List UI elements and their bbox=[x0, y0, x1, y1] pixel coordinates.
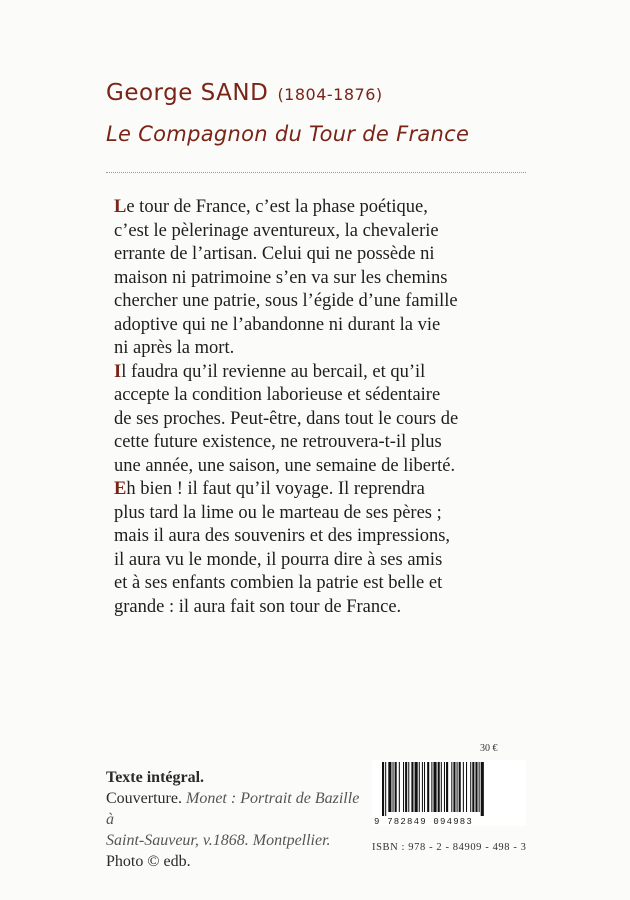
text-line: grande : il aura fait son tour de France. bbox=[114, 596, 402, 617]
author-line bbox=[106, 82, 546, 105]
text-line: ni après la mort. bbox=[114, 338, 235, 358]
text-line: une année, une saison, une semaine de liberté. bbox=[114, 455, 456, 476]
text-line: e tour de France, c’est la phase poétique, bbox=[126, 197, 428, 217]
credits bbox=[106, 767, 366, 872]
author-name: George SAND bbox=[106, 80, 269, 106]
summary-text bbox=[114, 196, 514, 619]
full-text-label: Texte intégral. bbox=[106, 769, 205, 786]
cover-label: Couverture. bbox=[106, 790, 182, 807]
text-line: de ses proches. Peut-être, dans tout le cours de bbox=[114, 408, 459, 429]
barcode bbox=[372, 760, 526, 826]
text-line: cette future existence, ne retrouvera-t-il plus bbox=[114, 432, 442, 452]
drop-cap: I bbox=[114, 361, 122, 382]
paragraph-1 bbox=[114, 196, 514, 361]
paragraph-3 bbox=[114, 478, 514, 619]
cover-credit-line-1 bbox=[106, 788, 366, 830]
text-line: accepte la condition laborieuse et sédentaire bbox=[114, 385, 441, 405]
price: 30 € bbox=[480, 743, 498, 754]
text-line: h bien ! il faut qu’il voyage. Il reprendra bbox=[126, 479, 425, 499]
header bbox=[106, 82, 546, 146]
text-line: c’est le pèlerinage aventureux, la chevalerie bbox=[114, 220, 439, 241]
photo-credit: Photo © edb. bbox=[106, 853, 191, 870]
text-line: mais il aura des souvenirs et des impressions, bbox=[114, 526, 451, 546]
paragraph-2 bbox=[114, 361, 514, 479]
cover-credit: Monet : Portrait de Bazille à bbox=[106, 790, 360, 828]
text-line: l faudra qu’il revienne au bercail, et qu’il bbox=[121, 361, 426, 382]
text-line: chercher une patrie, sous l’égide d’une famille bbox=[114, 291, 458, 311]
author-dates: (1804-1876) bbox=[277, 85, 383, 104]
drop-cap: L bbox=[114, 197, 127, 217]
text-line: errante de l’artisan. Celui qui ne possède ni bbox=[114, 244, 435, 264]
book-title: Le Compagnon du Tour de France bbox=[106, 122, 470, 146]
text-line: maison ni patrimoine s’en va sur les chemins bbox=[114, 267, 448, 288]
text-line: plus tard la lime ou le marteau de ses pères ; bbox=[114, 502, 442, 523]
drop-cap: E bbox=[114, 479, 127, 499]
text-line: il aura vu le monde, il pourra dire à ses amis bbox=[114, 549, 443, 570]
text-line: adoptive qui ne l’abandonne ni durant la vie bbox=[114, 314, 441, 335]
barcode-digits: 9 782849 094983 bbox=[374, 817, 474, 826]
divider bbox=[106, 172, 526, 173]
isbn: ISBN : 978 - 2 - 84909 - 498 - 3 bbox=[372, 842, 527, 853]
text-line: et à ses enfants combien la patrie est belle et bbox=[114, 573, 443, 593]
barcode-icon bbox=[372, 760, 526, 826]
cover-credit-line-2: Saint-Sauveur, v.1868. Montpellier. bbox=[106, 832, 331, 849]
